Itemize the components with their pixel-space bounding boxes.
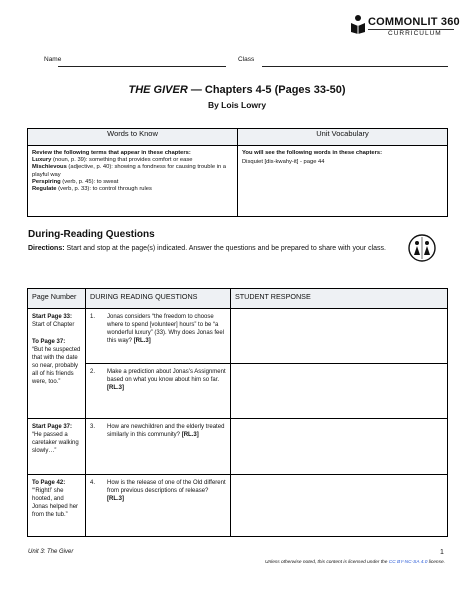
response-field[interactable]: [231, 419, 448, 475]
vocab-item: Disquiet [dis-kwahy-it] - page 44: [242, 159, 325, 166]
question-cell: 2. Make a prediction about Jonas’s Assignment based on what you know about him so far. [RL.3]: [86, 364, 231, 419]
vocab-intro: You will see the following words in these chapters:: [242, 150, 383, 156]
questions-header: DURING READING QUESTIONS: [86, 289, 231, 309]
name-label: Name: [44, 56, 62, 63]
words-table: [27, 128, 448, 217]
response-header: STUDENT RESPONSE: [231, 289, 448, 309]
name-field[interactable]: [58, 66, 226, 67]
page-number-header: Page Number: [28, 289, 86, 309]
page-range-cell: To Page 42: “‘Right!’ she hooted, and Jonas helped her from the tub.”: [28, 475, 86, 537]
page-number: 1: [440, 549, 444, 556]
response-field[interactable]: [231, 475, 448, 537]
unit-vocabulary-cell: [238, 146, 448, 217]
question-cell: 3. How are newchildren and the elderly treated similarly in this community? [RL.3]: [86, 419, 231, 475]
book-person-icon: [350, 14, 366, 34]
drq-title: During-Reading Questions: [28, 229, 155, 240]
word-entry: Mischievous (adjective, p. 40): showing a fondness for causing trouble in a playful way: [32, 164, 227, 178]
drq-directions: Directions: Start and stop at the page(s) indicated. Answer the questions and be prepared to share with your class.: [28, 245, 386, 252]
word-entry: Perspiring (verb, p. 45): to sweat: [32, 178, 119, 185]
word-entry: Regulate (verb, p. 33): to control through rules: [32, 186, 152, 193]
license-link[interactable]: CC BY-NC-SA 4.0: [388, 560, 428, 565]
unit-vocabulary-header: Unit Vocabulary: [238, 129, 448, 146]
license-text: Unless otherwise noted, this content is licensed under the CC BY-NC-SA 4.0 license.: [265, 560, 445, 565]
page-title: [0, 84, 474, 96]
question-cell: 4. How is the release of one of the Old different from previous descriptions of release? [RL.3]: [86, 475, 231, 537]
page-range-cell: Start Page 37: “He passed a caretaker walking slowly…”: [28, 419, 86, 475]
question-cell: 1. Jonas considers “the freedom to choose where to spend [volunteer] hours” to be “a wonderful luxury” (33). Why does Jonas feel this way? [RL.3]: [86, 309, 231, 364]
words-to-know-cell: [28, 146, 238, 217]
footer-unit: Unit 3: The Giver: [28, 549, 74, 555]
words-to-know-header: Words to Know: [28, 129, 238, 146]
author: By Lois Lowry: [207, 100, 267, 110]
discussion-icon: [401, 234, 443, 262]
commonlit-logo: [348, 14, 458, 48]
words-intro: Review the following terms that appear in these chapters:: [32, 150, 191, 156]
class-field[interactable]: [262, 66, 448, 67]
response-field[interactable]: [231, 364, 448, 419]
page-range-cell: Start Page 33: Start of Chapter To Page 37: “But he suspected that with the date so near, probably all of his friends were, too.”: [28, 309, 86, 419]
logo-brand: COMMONLIT 360: [368, 16, 460, 28]
response-field[interactable]: [231, 309, 448, 364]
chapter-range: — Chapters 4-5 (Pages 33-50): [187, 84, 346, 96]
logo-sub: CURRICULUM: [388, 30, 442, 37]
book-title: THE GIVER: [128, 84, 188, 96]
class-label: Class: [238, 56, 255, 63]
word-entry: Luxury (noun, p. 39): something that provides comfort or ease: [32, 157, 193, 164]
questions-table: [27, 288, 448, 537]
